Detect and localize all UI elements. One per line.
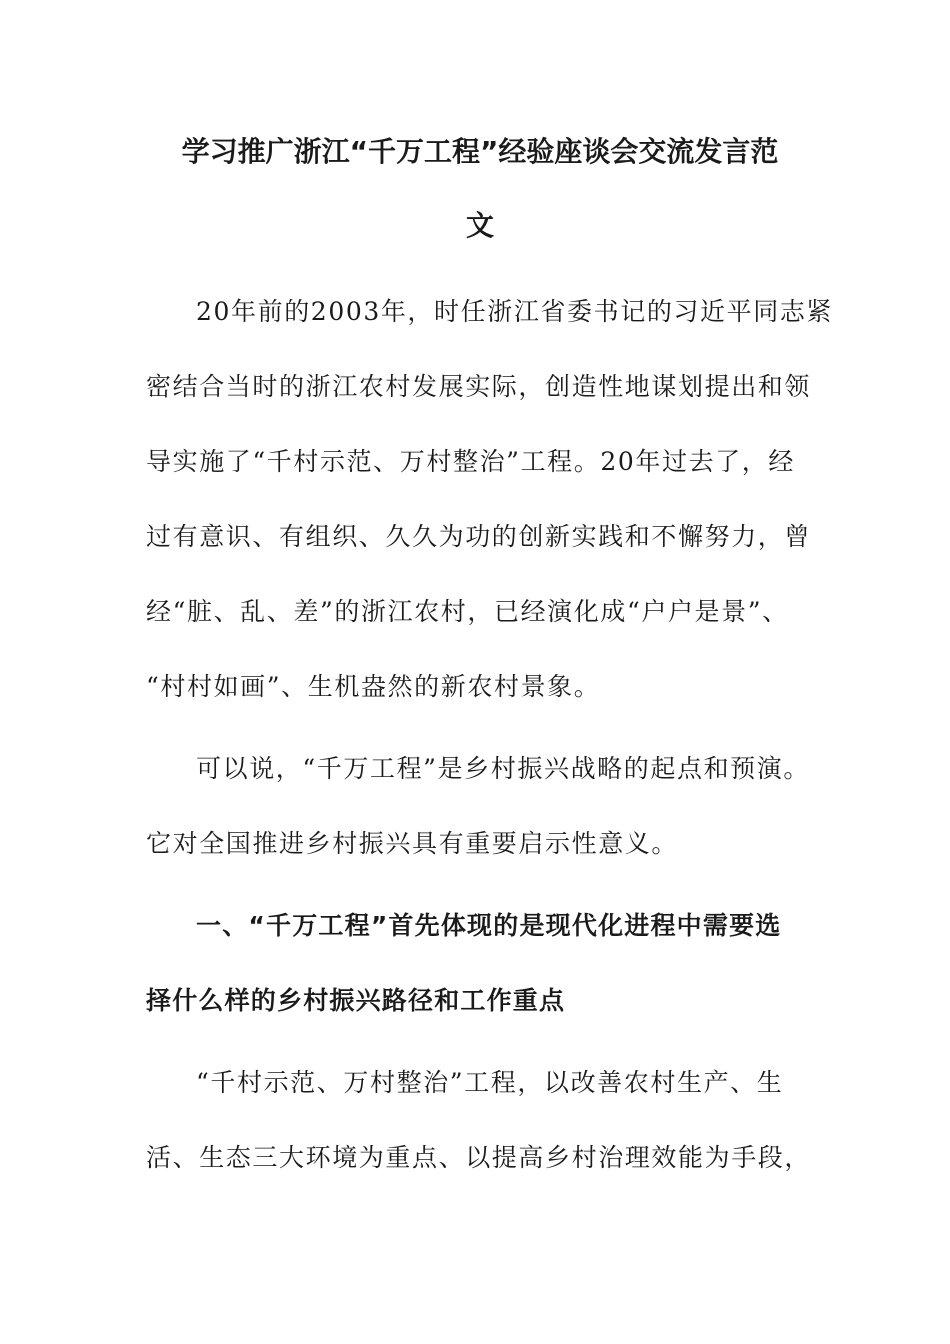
section-heading-line-1: 一、“千万工程”首先体现的是现代化进程中需要选 <box>196 911 782 940</box>
paragraph-1-line-3: 导实施了“千村示范、万村整治”工程。20年过去了，经 <box>146 447 795 476</box>
paragraph-2-line-2: 它对全国推进乡村振兴具有重要启示性意义。 <box>146 829 679 858</box>
section-heading-line-2: 择什么样的乡村振兴路径和工作重点 <box>146 986 566 1015</box>
paragraph-1-line-4: 过有意识、有组织、久久为功的创新实践和不懈努力，曾 <box>146 522 812 551</box>
paragraph-1-line-6: “村村如画”、生机盎然的新农村景象。 <box>146 672 601 701</box>
document-title-line-2: 文 <box>465 209 494 242</box>
paragraph-2-line-1: 可以说，“千万工程”是乡村振兴战略的起点和预演。 <box>196 754 810 783</box>
paragraph-3-line-2: 活、生态三大环境为重点、以提高乡村治理效能为手段， <box>146 1143 812 1172</box>
paragraph-1-line-1: 20年前的2003年，时任浙江省委书记的习近平同志紧 <box>196 297 834 326</box>
paragraph-3-line-1: “千村示范、万村整治”工程，以改善农村生产、生 <box>196 1068 784 1097</box>
document-title-line-1: 学习推广浙江“千万工程”经验座谈会交流发言范 <box>181 135 779 168</box>
paragraph-1-line-5: 经“脏、乱、差”的浙江农村，已经演化成“户户是景”、 <box>146 597 789 626</box>
paragraph-1-line-2: 密结合当时的浙江农村发展实际，创造性地谋划提出和领 <box>146 372 812 401</box>
